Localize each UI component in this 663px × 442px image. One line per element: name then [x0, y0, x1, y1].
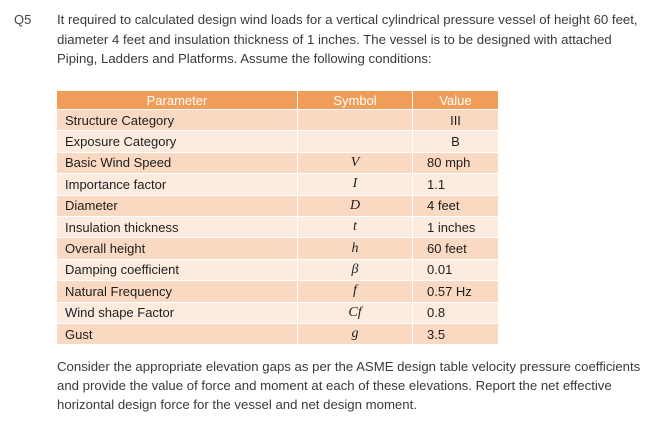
cell-value: 0.8 — [413, 302, 499, 323]
cell-value: 4 feet — [413, 195, 499, 216]
table-row — [57, 195, 498, 216]
cell-parameter: Diameter — [57, 195, 298, 216]
table-row — [57, 216, 498, 237]
cell-parameter: Overall height — [57, 238, 298, 259]
cell-parameter: Structure Category — [57, 110, 298, 131]
table-row — [57, 323, 498, 344]
cell-symbol: I — [298, 174, 413, 195]
question-instructions: Consider the appropriate elevation gaps as per the ASME design table velocity pressure coefficients and provide the value of force and moment at each of these elevations. Report the net effective horizontal design force for the vessel and net design moment. — [57, 359, 641, 412]
conditions-table — [57, 91, 498, 344]
table-row — [57, 110, 498, 131]
cell-symbol: V — [298, 152, 413, 173]
cell-value: III — [413, 110, 499, 131]
question-number: Q5 — [14, 12, 32, 27]
table-row — [57, 238, 498, 259]
cell-parameter: Insulation thickness — [57, 216, 298, 237]
cell-value: 80 mph — [413, 152, 499, 173]
question-intro: It required to calculated design wind loads for a vertical cylindrical pressure vessel of height 60 feet, diameter 4 feet and insulation thickness of 1 inches. The vessel is to be designed with attached Piping, Ladders and Platforms. Assume the following conditions: — [57, 12, 638, 66]
cell-parameter: Importance factor — [57, 174, 298, 195]
cell-value: 0.57 Hz — [413, 281, 499, 302]
cell-parameter: Gust — [57, 323, 298, 344]
cell-symbol: D — [298, 195, 413, 216]
cell-symbol: Cf — [298, 302, 413, 323]
cell-value: 1 inches — [413, 216, 499, 237]
cell-value: 1.1 — [413, 174, 499, 195]
table-row — [57, 152, 498, 173]
cell-symbol — [298, 131, 413, 152]
header-value: Value — [413, 91, 499, 110]
header-symbol: Symbol — [298, 91, 413, 110]
cell-symbol — [298, 110, 413, 131]
table-header-row — [57, 91, 498, 110]
cell-parameter: Wind shape Factor — [57, 302, 298, 323]
cell-symbol: t — [298, 216, 413, 237]
table-row — [57, 131, 498, 152]
cell-symbol: f — [298, 281, 413, 302]
table-row — [57, 259, 498, 280]
cell-symbol: g — [298, 323, 413, 344]
cell-symbol: h — [298, 238, 413, 259]
cell-parameter: Basic Wind Speed — [57, 152, 298, 173]
cell-parameter: Natural Frequency — [57, 281, 298, 302]
cell-symbol: β — [298, 259, 413, 280]
cell-value: 60 feet — [413, 238, 499, 259]
table-row — [57, 302, 498, 323]
table-row — [57, 281, 498, 302]
cell-parameter: Damping coefficient — [57, 259, 298, 280]
cell-value: 3.5 — [413, 323, 499, 344]
cell-value: 0.01 — [413, 259, 499, 280]
cell-value: B — [413, 131, 499, 152]
header-parameter: Parameter — [57, 91, 298, 110]
table-row — [57, 174, 498, 195]
cell-parameter: Exposure Category — [57, 131, 298, 152]
